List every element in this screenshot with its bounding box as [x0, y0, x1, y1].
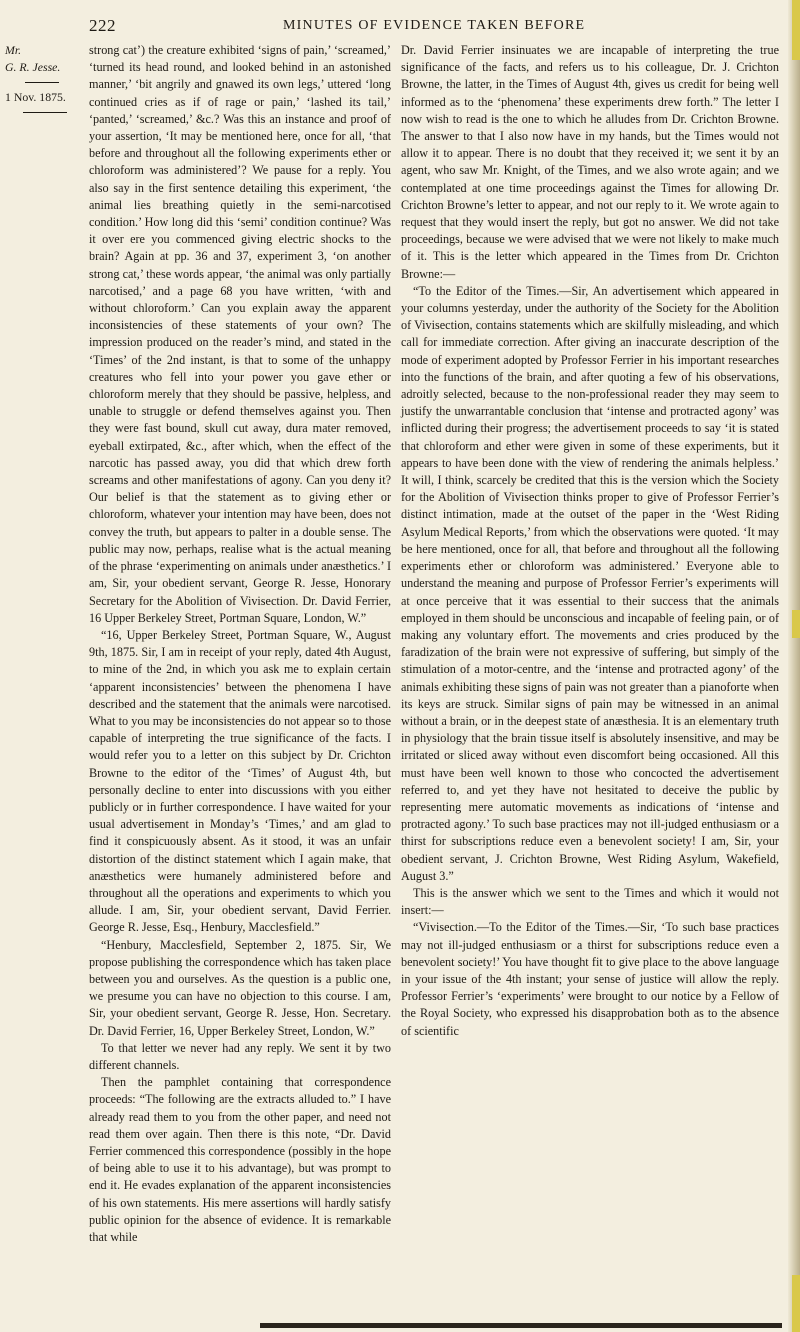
bottom-rule: [260, 1323, 782, 1328]
paragraph: “To the Editor of the Times.—Sir, An advertisement which appeared in your columns yesterday, under the authority of the Society for the Abolition of Vivisection, contains statements which are skilfully misleading, and which call for immediate correction. After giving an inaccurate description of the mode of experiment adopted by Professor Ferrier in his important researches into the functions of the brain, and after quoting a few of his observations, adroitly selected, because to the non-professional reader they may seem to justify the unwarrantable conclusion that ‘intense and protracted agony’ was inflicted during their progress; the advertisement proceeds to say ‘it is stated that chloroform and ether were given in some of these experiments, but it appears to have been done with the view of rendering the animals helpless.’ It will, I think, scarcely be credited that this is the version which the Society for the Abolition of Vivisection thinks proper to give of Professor Ferrier’s distinct intimation, made at the outset of the paper in the ‘West Riding Asylum Medical Reports,’ from which the observations were quoted. ‘It may be here mentioned, once for all, that before and throughout all the following experiments ether or chloroform was administered.’ Everyone able to understand the meaning and purpose of Professor Ferrier’s experiments will at once perceive that it was essential to their success that the animals employed in them should be unconscious and incapable of feeling pain, or of making any voluntary effort. The movements and cries produced by the faradization of the brain were not expressive of suffering, but simply of the stimulation of a motor-centre, and the ‘intense and protracted agony’ of the animals exhibiting these signs of pain was not greater than a pianoforte when its keys are struck. Similar signs of pain may be witnessed in an animal without a brain, or in the deepest state of anæsthesia. It is an elementary truth in physiology that the brain tissue itself is absolutely insensitive, and may be irritated or sliced away without even discomfort being occasioned. All this must have been well known to those who concocted the advertisement referred to, and yet they have not hesitated to deceive the public by representing mere automatic movements as indications of ‘intense and protracted agony.’ To such base practices may not ill-judged enthusiasm or a thirst for subscriptions reduce even a benevolent society! I am, Sir, your obedient servant, J. Crichton Browne, West Riding Asylum, Wakefield, August 3.”: [401, 283, 779, 883]
running-title: MINUTES OF EVIDENCE TAKEN BEFORE: [283, 18, 586, 33]
left-column: [89, 42, 391, 1246]
paragraph: strong cat’) the creature exhibited ‘signs of pain,’ ‘screamed,’ ‘turned its head round, and looked behind in an astonished manner,’ ‘bit angrily and gnawed its own legs,’ uttered ‘long continued cries as if of rage or pain,’ ‘lashed its tail,’ ‘panted,’ ‘screamed,’ &c.? Was this an instance and proof of your assertion, ‘It may be mentioned here, once for all, ‘that before and throughout all the following experiments ether or chloroform was administered’? We pause for a reply. You also say in the first sentence detailing this experiment, ‘the animal lies breathing quietly in the semi-narcotised condition.’ How long did this ‘semi’ condition continue? Was it over ere you commenced giving electric shocks to the brain? Again at pp. 36 and 37, experiment 3, ‘on another strong cat,’ these words appear, ‘the animal was only partially narcotised,’ and a page 68 you have written, ‘with and without chloroform.’ Can you explain away the apparent inconsistencies of these statements of your own? The impression produced on the reader’s mind, and stated in the ‘Times’ of the 2nd instant, is that to some of the unhappy creatures who fell into your power you gave ether or chloroform merely that they should be passive, helpless, and unable to struggle or defend themselves against you. Then they were fast bound, skull cut away, dura mater removed, eyeball extirpated, &c., after which, when the effect of the narcotic has passed away, you did that which drew forth screams and other manifestations of agony. Can you deny it? Our belief is that the statement as to giving ether or chloroform, whatever your intention may have been, does not convey the truth, but appears to palter in a double sense. The public may now, perhaps, realise what is the actual meaning of the phrase ‘experimenting on animals under anæsthetics.’ I am, Sir, your obedient servant, George R. Jesse, Honorary Secretary for the Abolition of Vivisection. Dr. David Ferrier, 16 Upper Berkeley Street, Portman Square, London, W.”: [89, 43, 391, 625]
page-header: [0, 16, 800, 38]
page-number: 222: [89, 16, 116, 35]
paragraph: Then the pamphlet containing that correspondence proceeds: “The following are the extracts alluded to.” I have already read them to you from the other paper, and need not read them over again. Then there is this note, “Dr. David Ferrier commenced this correspondence (possibly in the hope of being able to use it to his advantage), but was prompt to end it. He evades explanation of the apparent inconsistencies of his own statements. His mere assertions will hardly satisfy public opinion for the absence of evidence. It is remarkable that while: [89, 1075, 391, 1245]
evidence-date: 1 Nov. 1875.: [5, 90, 66, 104]
paragraph: To that letter we never had any reply. We sent it by two different channels.: [89, 1040, 391, 1072]
edge-tab: [792, 1275, 800, 1332]
witness-label: Mr.: [5, 43, 22, 57]
paragraph: “16, Upper Berkeley Street, Portman Square, W., August 9th, 1875. Sir, I am in receipt of your reply, dated 4th August, to mine of the 2nd, in which you ask me to explain certain ‘apparent inconsistencies’ between the phenomena I have described and the statement that the animals were narcotised. What to you may be inconsistencies do not appear so to those capable of interpreting the true significance of the facts. I would refer you to a letter on this subject by Dr. Crichton Browne to the editor of the ‘Times’ of August 4th, but personally decline to enter into discussions with you either publicly or in further correspondence. I have waited for your usual advertisement in Monday’s ‘Times,’ and am glad to find it conspicuously absent. As it stood, it was an unfair distortion of the distinct statement which I again make, that anæsthetics were humanely administered before and throughout all the operations and experiments to which you allude. I am, Sir, your obedient servant, David Ferrier. George R. Jesse, Esq., Henbury, Macclesfield.”: [89, 627, 391, 935]
edge-tab: [792, 0, 800, 60]
margin-rule: [23, 112, 67, 113]
page-edge: [788, 0, 800, 1332]
paragraph: This is the answer which we sent to the Times and which it would not insert:—: [401, 885, 779, 918]
paragraph: “Henbury, Macclesfield, September 2, 1875. Sir, We propose publishing the correspondence which has taken place between you and ourselves. As the question is a public one, we presume you can have no objection to this course. I am, Sir, your obedient servant, George R. Jesse, Hon. Secretary. Dr. David Ferrier, 16, Upper Berkeley Street, London, W.”: [89, 937, 391, 1038]
paragraph: “Vivisection.—To the Editor of the Times.—Sir, ‘To such base practices may not ill-judged enthusiasm or a thirst for subscriptions reduce even a benevolent society!’ You have thought fit to give place to the above language in your issue of the 4th instant; your sense of justice will allow the reply. Professor Ferrier’s ‘experiments’ were brought to our notice by a Fellow of the Royal Society, who expressed his disapprobation both as to the absence of scientific: [401, 920, 779, 1038]
margin-rule: [25, 82, 59, 83]
witness-name: G. R. Jesse.: [5, 60, 61, 74]
edge-tab: [792, 610, 800, 638]
paragraph: Dr. David Ferrier insinuates we are incapable of interpreting the true significance of the facts, and refers us to his colleague, Dr. J. Crichton Browne, the latter, in the Times of August 4th, gives us credit for being well informed as to the ‘phenomena’ these experiments drew forth.” The letter I now wish to read is the one to which he alludes from Dr. Crichton Browne. The answer to that I also now have in my hands, but the Times would not allow it to appear. There is no doubt that they received it; we sent it by an agent, who saw Mr. Knight, of the Times, and we also wrote again; and we contemplated at one time proceedings against the Times for allowing Dr. Crichton Browne’s letter to appear, and not our reply to it. We wrote again to request that they would insert the reply, but got no answer. We did not take proceedings, because we were advised that we were not likely to make much of it. This is the letter which appeared in the Times from Dr. Crichton Browne:—: [401, 43, 779, 281]
right-column: [401, 42, 779, 1040]
margin-note: [5, 42, 83, 113]
